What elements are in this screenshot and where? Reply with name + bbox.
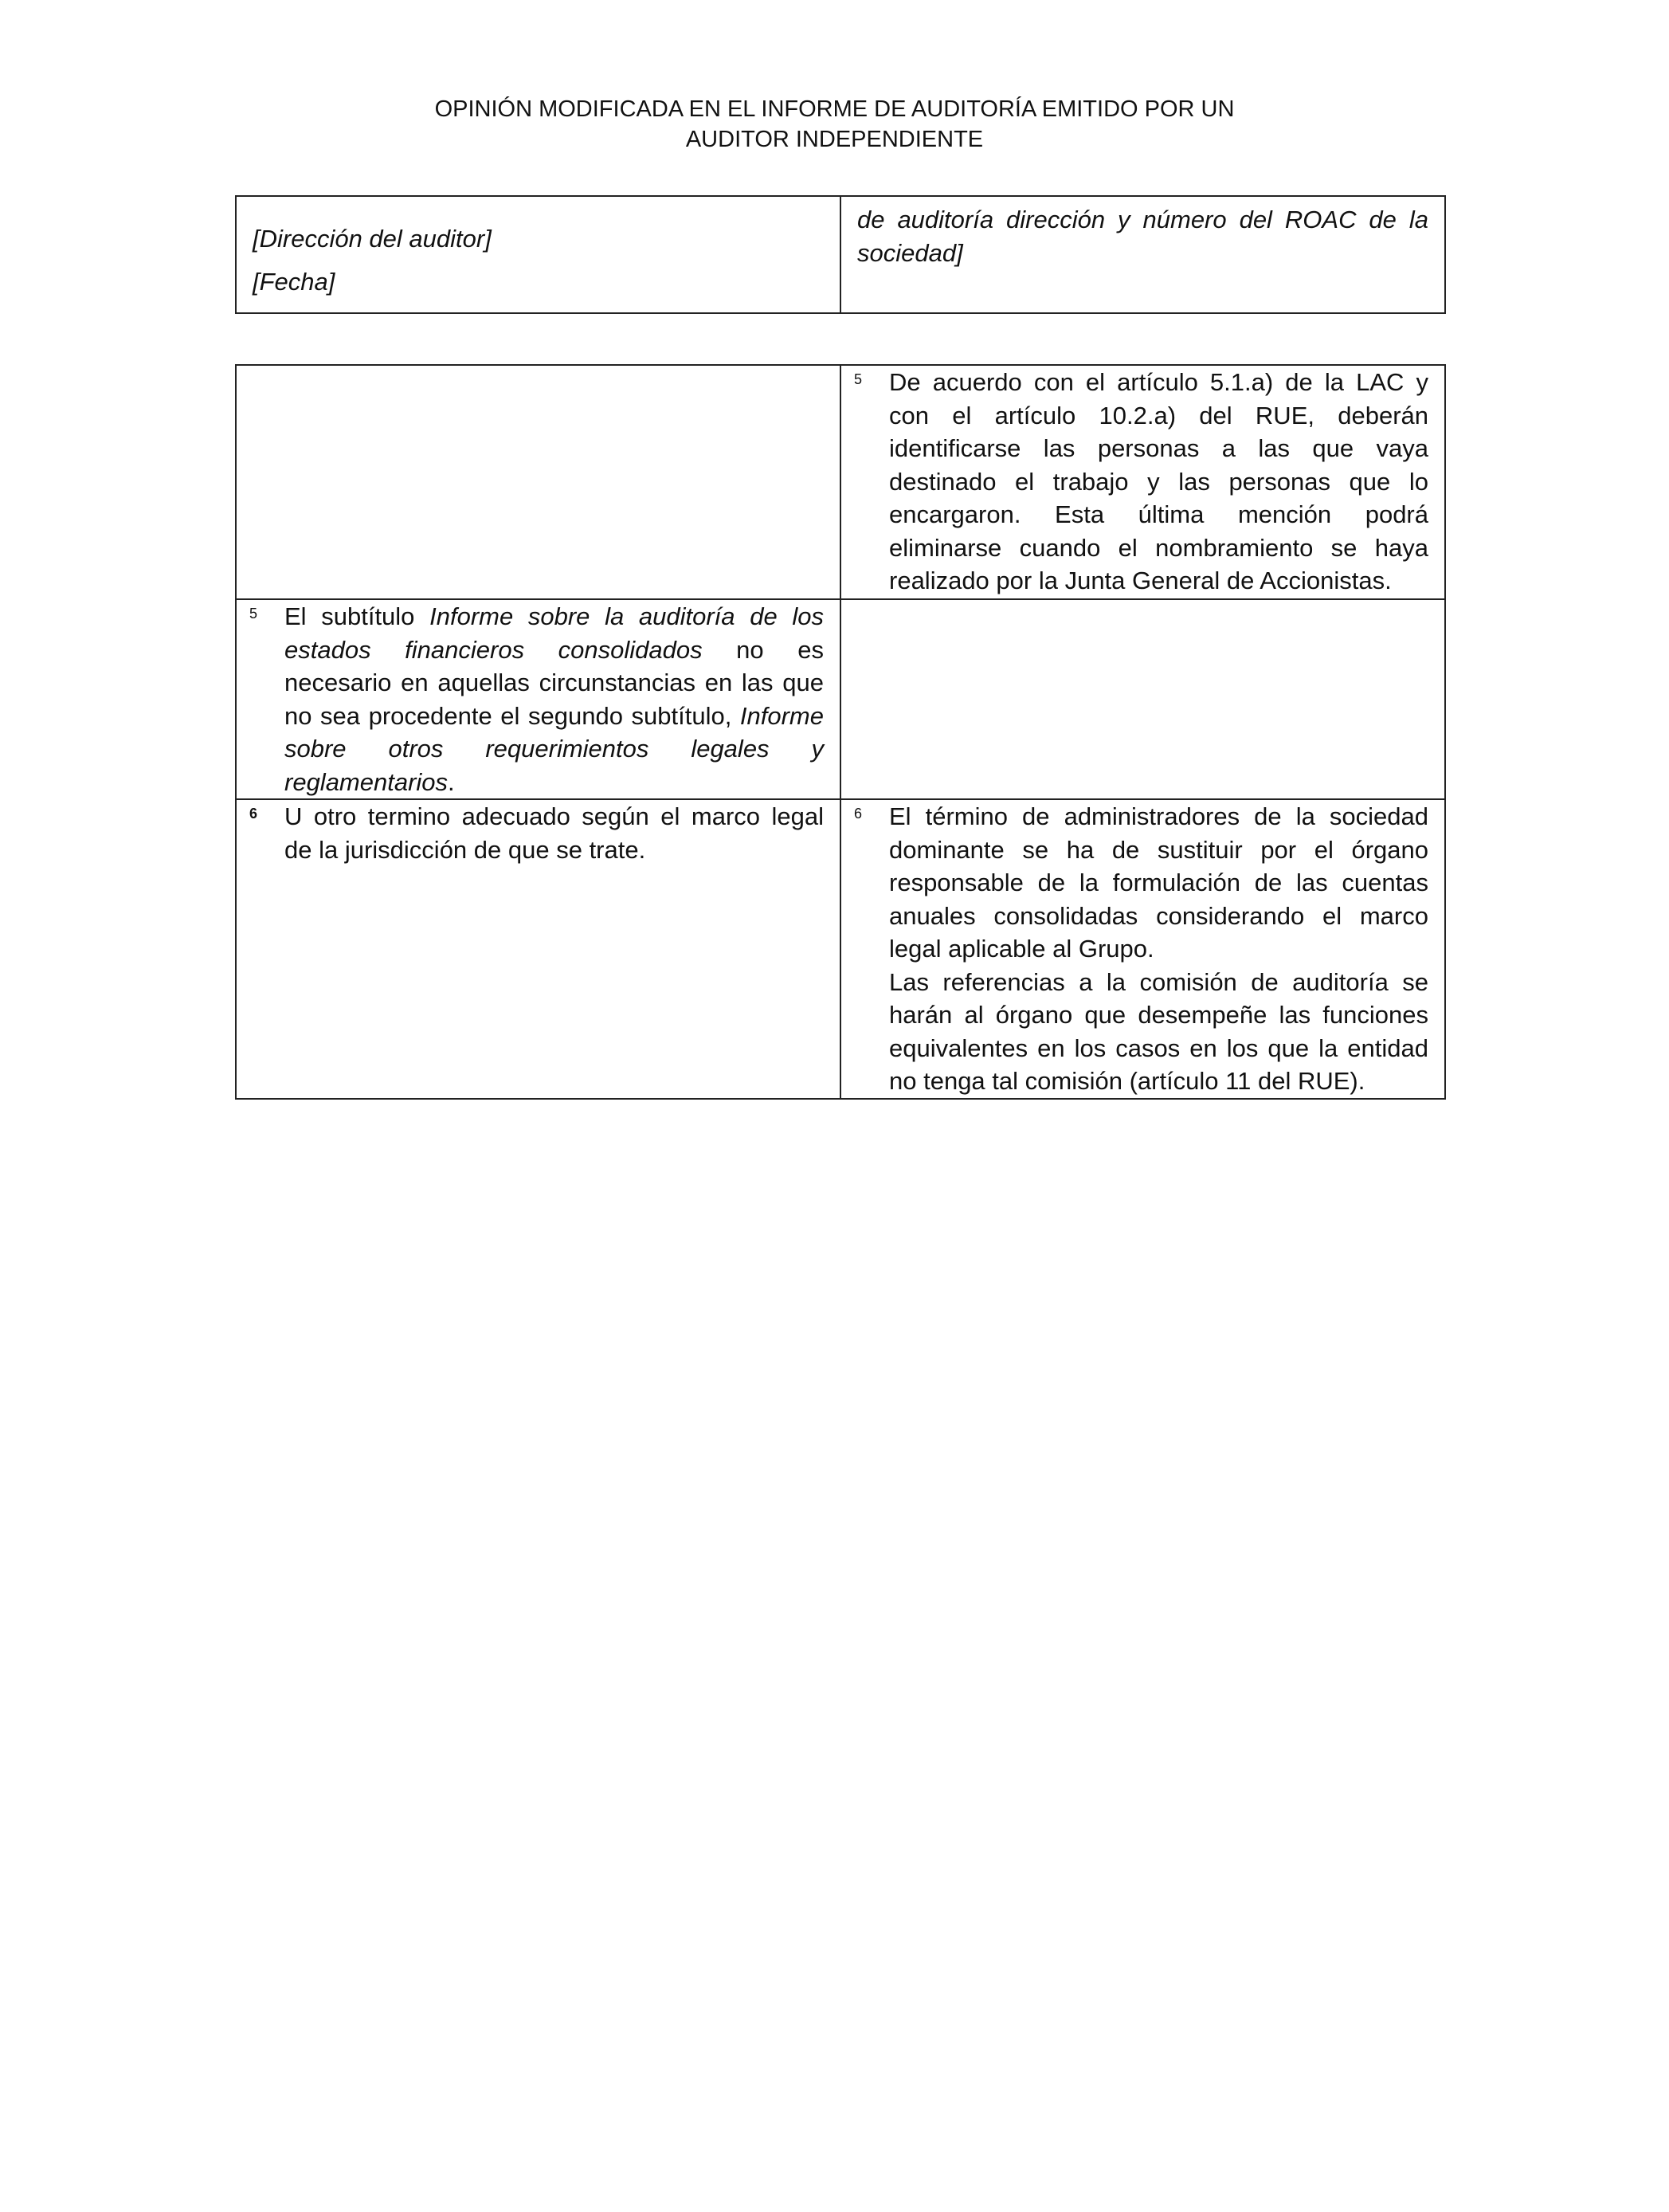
auditor-address: [Dirección del auditor] [253,225,492,253]
footnote-text [889,800,1428,1098]
footnote-marker: 6 [854,806,863,822]
italic-subtitle: Informe sobre la auditoría de los estados financieros consolidados [284,602,824,664]
roac-cell: de auditoría dirección y número del ROAC de la sociedad] [840,196,1445,313]
footnote-cell [236,599,840,799]
title-line-2: AUDITOR INDEPENDIENTE [685,127,984,152]
title-line-1: OPINIÓN MODIFICADA EN EL INFORME DE AUDITORÍA EMITIDO POR UN [434,96,1235,122]
footnote-text: De acuerdo con el artículo 5.1.a) de la LAC y con el artículo 10.2.a) del RUE, deberán identificarse las personas a las que vaya destinado el trabajo y las personas que lo encargaron. Esta última mención podrá eliminarse cuando el nombramiento se haya realizado por la Junta General de Accionistas. [889,368,1428,594]
empty-cell [840,599,1445,799]
text-run: . [448,767,455,796]
text-run: El subtítulo [284,602,430,630]
footnotes-table [235,364,1446,1100]
italic-subtitle: Informe sobre otros requerimientos legales y reglamentarios [284,701,824,796]
footnote-cell [840,799,1445,1099]
footnote-marker: 6 [249,806,258,822]
footnote-text [284,600,824,798]
text-run: no es necesario en aquellas circunstancias en las que no sea procedente el segundo subtítulo, [284,635,824,730]
footnote-marker: 5 [249,606,258,622]
header-table [235,195,1446,314]
document-title [0,94,1669,155]
auditor-address-cell [236,196,840,313]
footnote-text: U otro termino adecuado según el marco legal de la jurisdicción de que se trate. [284,802,824,864]
footnote-cell [840,365,1445,599]
footnote-paragraph: Las referencias a la comisión de auditoría se harán al órgano que desempeñe las funciones equivalentes en los casos en los que la entidad no tenga tal comisión (artículo 11 del RUE). [889,967,1428,1095]
footnote-paragraph: El término de administradores de la sociedad dominante se ha de sustituir por el órgano responsable de la formulación de las cuentas anuales consolidadas considerando el marco legal aplicable al Grupo. [889,802,1428,963]
footnote-marker: 5 [854,371,863,387]
footnote-cell [236,799,840,1099]
report-date: [Fecha] [253,267,335,296]
empty-cell [236,365,840,599]
